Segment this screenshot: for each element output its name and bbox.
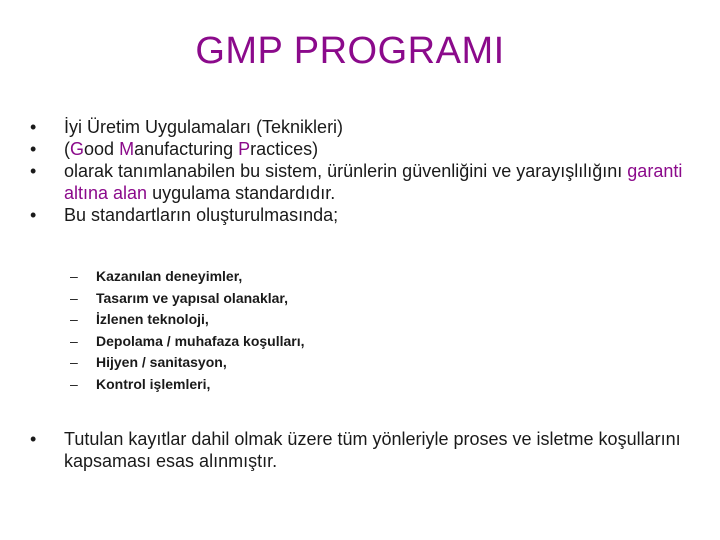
acronym-letter-p: P — [238, 139, 251, 159]
bullet-item — [30, 116, 710, 138]
acronym-letter-g: G — [70, 139, 85, 159]
dash-marker: – — [70, 375, 78, 392]
bullet-item — [30, 428, 710, 472]
bullet-text — [64, 139, 318, 159]
sub-item — [70, 331, 670, 353]
sub-item-text: İzlenen teknoloji, — [96, 311, 209, 327]
bullet-dot: • — [30, 205, 37, 225]
sub-item-text: Tasarım ve yapısal olanaklar, — [96, 289, 288, 306]
bullet-text: Bu standartların oluşturulmasında; — [64, 205, 339, 225]
bullet-text: İyi Üretim Uygulamaları (Teknikleri) — [64, 117, 344, 137]
text-fragment: olarak tanımlanabilen bu sistem, ürünlerin güvenliğini ve yarayışlılığını — [64, 161, 628, 181]
bullet-text — [64, 161, 682, 203]
bullet-dot: • — [30, 161, 37, 181]
bullet-dot: • — [30, 139, 37, 159]
acronym-letter-m: M — [119, 139, 135, 159]
dash-marker: – — [70, 311, 78, 327]
bullet-dot: • — [30, 117, 37, 137]
sub-bullet-list — [70, 266, 670, 395]
text-fragment: ractices) — [250, 139, 319, 159]
sub-item-text: Hijyen / sanitasyon, — [96, 354, 227, 370]
main-bullet-list — [30, 116, 710, 226]
bullet-item — [30, 138, 710, 160]
bullet-item — [30, 160, 710, 204]
highlighted-phrase: garanti altına alan — [64, 161, 683, 203]
sub-item — [70, 309, 670, 331]
sub-item — [70, 374, 670, 396]
bullet-dot: • — [30, 429, 37, 449]
bullet-text: Tutulan kayıtlar dahil olmak üzere tüm yönleriyle proses ve isletme koşullarını kapsaması esas alınmıştır. — [64, 429, 681, 471]
bullet-item — [30, 204, 710, 226]
dash-marker: – — [70, 332, 78, 349]
text-fragment: ood — [84, 139, 120, 159]
sub-item — [70, 266, 670, 288]
sub-item — [70, 352, 670, 374]
sub-item — [70, 288, 670, 310]
dash-marker: – — [70, 268, 78, 284]
sub-item-text: Depolama / muhafaza koşulları, — [96, 332, 305, 349]
slide-title: GMP PROGRAMI — [195, 30, 505, 72]
sub-item-text: Kazanılan deneyimler, — [96, 268, 243, 284]
text-fragment: ( — [64, 139, 70, 159]
text-fragment: anufacturing — [134, 139, 239, 159]
dash-marker: – — [70, 289, 78, 306]
dash-marker: – — [70, 354, 78, 370]
sub-item-text: Kontrol işlemleri, — [96, 375, 211, 392]
final-bullet-list — [30, 428, 710, 472]
text-fragment: uygulama standardıdır. — [147, 183, 336, 203]
